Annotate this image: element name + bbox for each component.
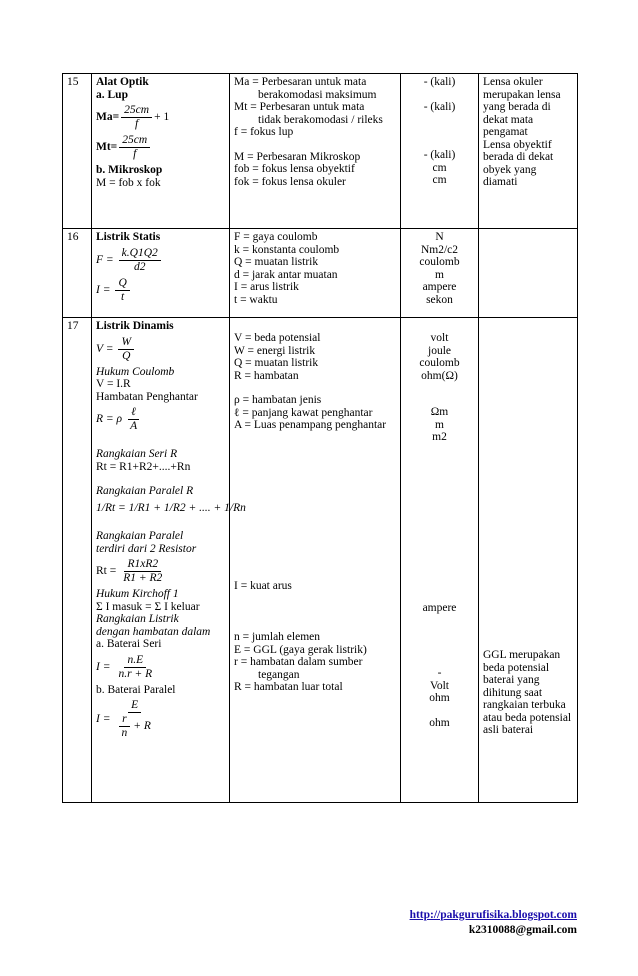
denominator: d2 <box>133 260 146 273</box>
unit-line: Volt <box>430 679 449 692</box>
denominator: Q <box>122 349 131 362</box>
unit-line: m <box>435 418 444 431</box>
denominator: f <box>133 148 137 160</box>
section-subtitle: b. Baterai Paralel <box>96 683 176 696</box>
formula-label: I = <box>96 660 111 673</box>
description-line: W = energi listrik <box>234 344 316 357</box>
numerator: R1xR2 <box>124 558 161 572</box>
note-line: atau beda potensial <box>483 711 572 724</box>
fraction <box>119 247 161 274</box>
fraction <box>118 336 134 363</box>
unit-line: joule <box>428 344 451 357</box>
denominator: n.r + R <box>118 667 153 680</box>
description-line: r = hambatan dalam sumber <box>234 656 363 668</box>
description-cell <box>230 229 401 318</box>
unit-cell <box>401 74 479 229</box>
note-line: diamati <box>483 176 518 188</box>
unit-line: Ωm <box>430 406 449 418</box>
denominator: A <box>130 420 138 432</box>
numerator: n.E <box>124 654 146 668</box>
description-cell <box>230 318 401 803</box>
formula-baterai-paralel <box>96 699 225 740</box>
description-line: fob = fokus lensa obyektif <box>234 163 355 175</box>
formula-label: V = <box>96 342 114 355</box>
description-line: E = GGL (gaya gerak listrik) <box>234 643 367 656</box>
numerator: 25cm <box>119 134 150 148</box>
table-row-16 <box>63 229 578 318</box>
formula-rt-dua-resistor <box>96 558 225 585</box>
description-line: A = Luas penampang penghantar <box>234 419 387 431</box>
formula-label: Rt = <box>96 565 117 578</box>
formula-coulomb <box>96 247 225 274</box>
description-line: d = jarak antar muatan <box>234 268 338 281</box>
note-line: GGL merupakan <box>483 649 561 661</box>
denominator: R1 + R2 <box>123 572 163 584</box>
note-line: Lensa obyektif <box>483 138 552 151</box>
table-row-15 <box>63 74 578 229</box>
page-footer <box>410 908 577 938</box>
description-line: Ma = Perbesaran untuk mata <box>234 76 367 88</box>
description-line: M = Perbesaran Mikroskop <box>234 150 361 163</box>
description-line: Mt = Perbesaran untuk mata <box>234 101 365 113</box>
fraction <box>115 277 129 304</box>
subsection-title: b. Mikroskop <box>96 164 163 176</box>
formula-arus <box>96 277 225 304</box>
note-line: berada di dekat <box>483 151 554 163</box>
unit-cell <box>401 229 479 318</box>
description-line: n = jumlah elemen <box>234 631 321 643</box>
description-line: Q = muatan listrik <box>234 256 319 268</box>
unit-line: m <box>435 268 444 281</box>
denominator: n <box>121 727 128 739</box>
formula-term: + R <box>133 720 151 732</box>
section-subtitle: Hukum Coulomb <box>96 365 175 378</box>
unit-line: sekon <box>426 293 453 306</box>
unit-line: ohm <box>429 716 450 729</box>
formula-table <box>62 73 578 803</box>
description-line: V = beda potensial <box>234 332 321 344</box>
unit-line: coulomb <box>419 357 460 369</box>
formula-beda-potensial <box>96 336 225 363</box>
description-line: k = konstanta coulomb <box>234 243 340 256</box>
section-title: Alat Optik <box>96 76 149 88</box>
unit-line: N <box>435 231 444 243</box>
description-line: fok = fokus lensa okuler <box>234 175 346 188</box>
section-title: Listrik Dinamis <box>96 320 174 332</box>
section-subtitle: Rangkaian Paralel R <box>96 485 194 497</box>
description-line: t = waktu <box>234 293 278 306</box>
formula-mt <box>96 134 225 161</box>
description-line: R = hambatan luar total <box>234 681 343 693</box>
unit-line: ampere <box>422 281 457 293</box>
formula-cell <box>92 318 246 803</box>
denominator: f <box>135 118 139 130</box>
description-line: R = hambatan <box>234 369 299 382</box>
description-line: berakomodasi maksimum <box>258 88 377 101</box>
note-line: yang berada di <box>483 101 551 113</box>
note-cell <box>479 318 578 803</box>
section-subtitle: a. Baterai Seri <box>96 638 162 650</box>
formula-label: Mt= <box>96 141 118 154</box>
note-line: dihitung saat <box>483 686 543 699</box>
formula-ma <box>96 104 225 131</box>
formula-cell <box>92 229 230 318</box>
section-subtitle: Hukum Kirchoff 1 <box>96 588 179 600</box>
description-line: I = arus listrik <box>234 281 299 293</box>
fraction <box>115 654 155 681</box>
unit-line: - (kali) <box>423 100 456 113</box>
row-number: 17 <box>63 318 92 803</box>
formula-label: I = <box>96 713 111 726</box>
blog-link[interactable]: http://pakgurufisika.blogspot.com <box>409 909 577 921</box>
note-cell <box>479 74 578 229</box>
subsection-title: a. Lup <box>96 88 128 101</box>
note-line: dekat mata <box>483 113 534 126</box>
section-subtitle: Rangkaian Listrik <box>96 613 179 625</box>
numerator: Q <box>115 277 129 291</box>
denominator <box>115 713 153 740</box>
numerator: k.Q1Q2 <box>119 247 161 261</box>
description-line: Q = muatan listrik <box>234 357 319 369</box>
unit-line: cm <box>432 161 447 174</box>
description-line: ρ = hambatan jenis <box>234 394 322 406</box>
numerator: ℓ <box>128 406 139 420</box>
unit-line: ohm <box>429 692 450 704</box>
section-title: Listrik Statis <box>96 231 161 243</box>
section-subtitle: Hambatan Penghantar <box>96 390 198 403</box>
description-line: f = fokus lup <box>234 126 294 138</box>
unit-line: - <box>437 667 442 679</box>
formula-label: F = <box>96 253 114 266</box>
formula-line: 1/Rt = 1/R1 + 1/R2 + .... + 1/Rn <box>96 501 246 514</box>
formula-hambatan <box>96 406 225 433</box>
numerator: E <box>128 699 141 713</box>
note-line: baterai yang <box>483 674 540 686</box>
unit-line: - (kali) <box>423 149 456 161</box>
formula-line: V = I.R <box>96 378 131 390</box>
formula-label: Ma= <box>96 111 120 124</box>
numerator: r <box>119 713 129 727</box>
unit-line: m2 <box>432 431 447 443</box>
description-line: F = gaya coulomb <box>234 231 318 243</box>
table-row-17 <box>63 318 578 803</box>
section-subtitle: Rangkaian Paralel <box>96 530 184 542</box>
description-line: tidak berakomodasi / rileks <box>258 113 383 126</box>
formula-cell <box>92 74 230 229</box>
formula-mikroskop: M = fob x fok <box>96 176 161 189</box>
description-line: I = kuat arus <box>234 579 292 592</box>
note-line: merupakan lensa <box>483 88 561 101</box>
unit-line: ohm(Ω) <box>421 369 458 382</box>
note-line: asli baterai <box>483 724 534 736</box>
fraction <box>115 699 153 740</box>
note-line: obyek yang <box>483 163 537 176</box>
row-number: 15 <box>63 74 92 229</box>
formula-baterai-seri <box>96 654 225 681</box>
section-subtitle: dengan hambatan dalam <box>96 625 211 638</box>
fraction <box>120 558 165 585</box>
formula-line: Σ I masuk = Σ I keluar <box>96 600 200 613</box>
unit-line: coulomb <box>419 256 460 268</box>
unit-line: cm <box>432 174 447 186</box>
unit-line: - (kali) <box>423 76 456 88</box>
email-text: k2310088@gmail.com <box>468 924 577 936</box>
formula-line: Rt = R1+R2+....+Rn <box>96 460 191 473</box>
unit-line: ampere <box>422 601 457 614</box>
unit-cell <box>401 318 479 803</box>
fraction <box>121 104 152 131</box>
note-line: Lensa okuler <box>483 76 543 88</box>
numerator: W <box>118 336 134 350</box>
section-subtitle: Rangkaian Seri R <box>96 448 178 460</box>
note-line: pengamat <box>483 126 528 138</box>
formula-term: + 1 <box>154 111 170 124</box>
note-cell <box>479 229 578 318</box>
formula-label: I = <box>96 283 111 296</box>
fraction <box>127 406 140 433</box>
formula-label: R = ρ <box>96 413 123 426</box>
denominator: t <box>121 290 125 303</box>
row-number: 16 <box>63 229 92 318</box>
unit-line: Nm2/c2 <box>420 243 459 256</box>
description-cell <box>230 74 401 229</box>
note-line: rangkaian terbuka <box>483 699 566 711</box>
section-subtitle: terdiri dari 2 Resistor <box>96 542 197 555</box>
fraction <box>119 134 150 161</box>
numerator: 25cm <box>121 104 152 118</box>
description-line: tegangan <box>258 668 300 681</box>
description-line: ℓ = panjang kawat penghantar <box>234 406 373 419</box>
unit-line: volt <box>430 332 449 344</box>
note-line: beda potensial <box>483 661 550 674</box>
